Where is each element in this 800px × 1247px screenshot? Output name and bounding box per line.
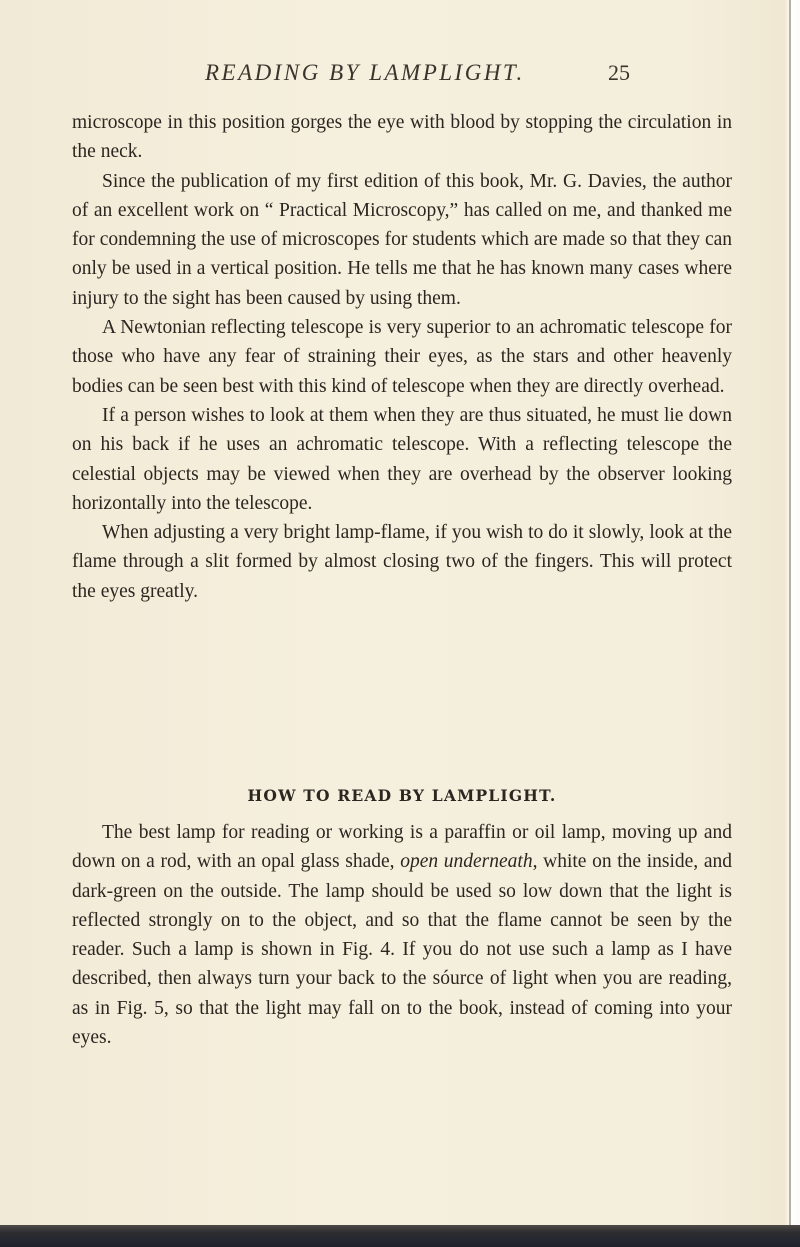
page-edge-line xyxy=(789,0,791,1240)
paragraph-text: The best lamp for reading or working is a paraffin or oil lamp, moving up and down on a rod, with an opal glass shade, xyxy=(72,822,732,873)
paragraph: If a person wishes to look at them when they are thus situated, he must lie down on his back if he uses an achromatic telescope. With a reflecting telescope the celestial objects may be viewed when they are overhead by the observer looking horizontally into the telescope. xyxy=(72,404,732,514)
emphasis-text: open underneath xyxy=(400,851,533,873)
running-title: READING BY LAMPLIGHT. xyxy=(205,60,525,85)
paragraph xyxy=(72,818,732,1052)
paragraph-text: , white on the inside, and dark-green on the outside. The lamp should be used so low down that the light is reflected strongly on to the object, and so that the flame cannot be seen by the reader. Such a lamp is shown in Fig. 4. If you do not use such a lamp as I have described, then always turn your back to the sóurce of light when you are reading, as in Fig. 5, so that the light may fall on to the book, instead of coming into your eyes. xyxy=(72,851,732,1049)
section-heading: HOW TO READ BY LAMPLIGHT. xyxy=(247,786,557,805)
page-number: 25 xyxy=(608,60,630,85)
paragraph: microscope in this position gorges the eye with blood by stopping the circulation in the neck. xyxy=(72,112,732,163)
body-text-lower xyxy=(72,818,732,1052)
paragraph: Since the publication of my first edition of this book, Mr. G. Davies, the author of an excellent work on “ Practical Microscopy,” has called on me, and thanked me for condemning the use of microscopes for students which are made so that they can only be used in a vertical position. He tells me that he has known many cases where injury to the sight has been caused by using them. xyxy=(72,170,732,309)
paragraph: A Newtonian reflecting telescope is very superior to an achromatic telescope for those who have any fear of straining their eyes, as the stars and other heavenly bodies can be seen best with this kind of telescope when they are directly overhead. xyxy=(72,317,732,397)
page-bottom-edge xyxy=(0,1225,800,1247)
running-head xyxy=(0,60,800,100)
body-text-upper xyxy=(72,108,732,606)
paragraph: When adjusting a very bright lamp-flame, if you wish to do it slowly, look at the flame through a slit formed by almost closing two of the fingers. This will protect the eyes greatly. xyxy=(72,522,732,602)
